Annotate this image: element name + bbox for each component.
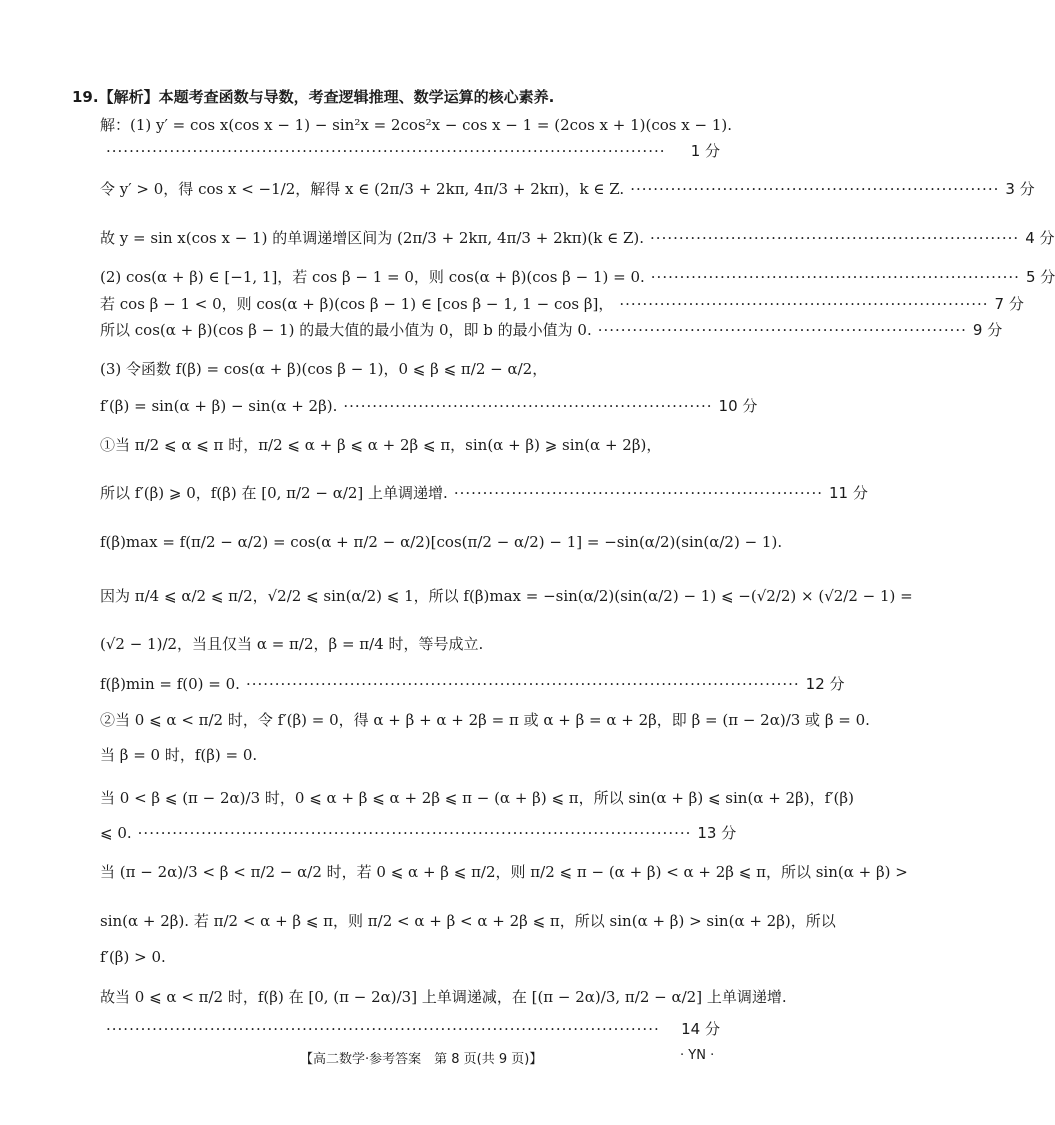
- solution-line: 当 β = 0 时，f(β) = 0.: [100, 746, 258, 764]
- leader-dots: ································································: [650, 268, 1020, 286]
- solution-line: 所以 cos(α + β)(cos β − 1) 的最大值的最小值为 0，即 b 的最小值为 0. ································································ 9 分: [100, 321, 1003, 339]
- solution-line: ①当 π/2 ⩽ α ⩽ π 时，π/2 ⩽ α + β ⩽ α + 2β ⩽ π，sin(α + β) ⩾ sin(α + 2β)，: [100, 436, 662, 454]
- solution-line: f(β)min = f(0) = 0. ································································································ 12 分: [100, 675, 845, 693]
- score-mark: 3 分: [1005, 180, 1035, 198]
- score-mark: 10 分: [718, 397, 758, 415]
- solution-line: [100, 1018, 720, 1040]
- score-mark: 5 分: [1025, 268, 1055, 286]
- score-mark: 14 分: [681, 1020, 720, 1038]
- leader-dots: ································································: [343, 397, 713, 415]
- leader-dots: ································································································: [245, 675, 800, 693]
- solution-line: 解：(1) y′ = cos x(cos x − 1) − sin²x = 2cos²x − cos x − 1 = (2cos x + 1)(cos x − 1).: [100, 116, 732, 134]
- leader-dots: ································································································: [106, 1020, 660, 1038]
- leader-dots: ································································: [650, 229, 1020, 247]
- solution-line: 当 (π − 2α)/3 < β < π/2 − α/2 时，若 0 ⩽ α + β ⩽ π/2，则 π/2 ⩽ π − (α + β) < α + 2β ⩽ π，所以 sin(α + β) >: [100, 863, 908, 881]
- score-mark: 13 分: [697, 824, 737, 842]
- leader-dots: ································································: [619, 295, 989, 313]
- solution-line: ②当 0 ⩽ α < π/2 时，令 f′(β) = 0，得 α + β + α + 2β = π 或 α + β = α + 2β，即 β = (π − 2α)/3 或 β = 0.: [100, 711, 870, 729]
- solution-line: (2) cos(α + β) ∈ [−1, 1]，若 cos β − 1 = 0，则 cos(α + β)(cos β − 1) = 0. ································································ 5 分: [100, 268, 1055, 286]
- solution-line: sin(α + 2β). 若 π/2 < α + β ⩽ π，则 π/2 < α + β < α + 2β ⩽ π，所以 sin(α + β) > sin(α + 2β)，所以: [100, 912, 836, 930]
- footer-page-label: 【高二数学·参考答案 第 8 页(共 9 页)】: [300, 1052, 543, 1067]
- leader-dots: ································································: [453, 484, 823, 502]
- solution-line: 故当 0 ⩽ α < π/2 时，f(β) 在 [0, (π − 2α)/3] 上单调递减，在 [(π − 2α)/3, π/2 − α/2] 上单调递增.: [100, 988, 787, 1006]
- leader-dots: ································································································: [137, 824, 692, 842]
- solution-line: [100, 140, 720, 162]
- solution-line: 故 y = sin x(cos x − 1) 的单调递增区间为 (2π/3 + 2kπ, 4π/3 + 2kπ)(k ∈ Z). ································································ 4 分: [100, 229, 1055, 247]
- solution-line: (√2 − 1)/2，当且仅当 α = π/2，β = π/4 时，等号成立.: [100, 635, 484, 653]
- leader-dots: ·································································································: [106, 142, 666, 160]
- leader-dots: ································································: [630, 180, 1000, 198]
- score-mark: 1 分: [690, 142, 720, 160]
- problem-header: [72, 86, 692, 108]
- score-mark: 9 分: [972, 321, 1003, 339]
- solution-line: f′(β) > 0.: [100, 948, 166, 966]
- solution-line: 因为 π/4 ⩽ α/2 ⩽ π/2，√2/2 ⩽ sin(α/2) ⩽ 1，所以 f(β)max = −sin(α/2)(sin(α/2) − 1) ⩽ −(√2/2) × (√2/2 − 1) =: [100, 587, 913, 605]
- footer-code: · YN ·: [680, 1048, 715, 1063]
- solution-line: 令 y′ > 0，得 cos x < −1/2，解得 x ∈ (2π/3 + 2kπ, 4π/3 + 2kπ)，k ∈ Z. ································································ 3 分: [100, 180, 1035, 198]
- solution-line: 若 cos β − 1 < 0，则 cos(α + β)(cos β − 1) ∈ [cos β − 1, 1 − cos β]， ································································ 7 分: [100, 295, 1024, 313]
- solution-line: ⩽ 0. ································································································ 13 分: [100, 824, 737, 842]
- score-mark: 12 分: [805, 675, 845, 693]
- solution-line: (3) 令函数 f(β) = cos(α + β)(cos β − 1)，0 ⩽ β ⩽ π/2 − α/2，: [100, 360, 548, 378]
- solution-line: 当 0 < β ⩽ (π − 2α)/3 时，0 ⩽ α + β ⩽ α + 2β ⩽ π − (α + β) ⩽ π，所以 sin(α + β) ⩽ sin(α + 2β)，f′(β): [100, 789, 854, 807]
- score-mark: 7 分: [994, 295, 1024, 313]
- score-mark: 11 分: [828, 484, 868, 502]
- solution-line: f′(β) = sin(α + β) − sin(α + 2β). ································································ 10 分: [100, 397, 758, 415]
- solution-line: 所以 f′(β) ⩾ 0，f(β) 在 [0, π/2 − α/2] 上单调递增. ································································ 11 分: [100, 484, 868, 502]
- score-mark: 4 分: [1025, 229, 1055, 247]
- header-text: 19.【解析】本题考查函数与导数，考查逻辑推理、数学运算的核心素养.: [72, 88, 555, 106]
- solution-line: f(β)max = f(π/2 − α/2) = cos(α + π/2 − α/2)[cos(π/2 − α/2) − 1] = −sin(α/2)(sin(α/2) − 1).: [100, 533, 783, 551]
- leader-dots: ································································: [597, 321, 967, 339]
